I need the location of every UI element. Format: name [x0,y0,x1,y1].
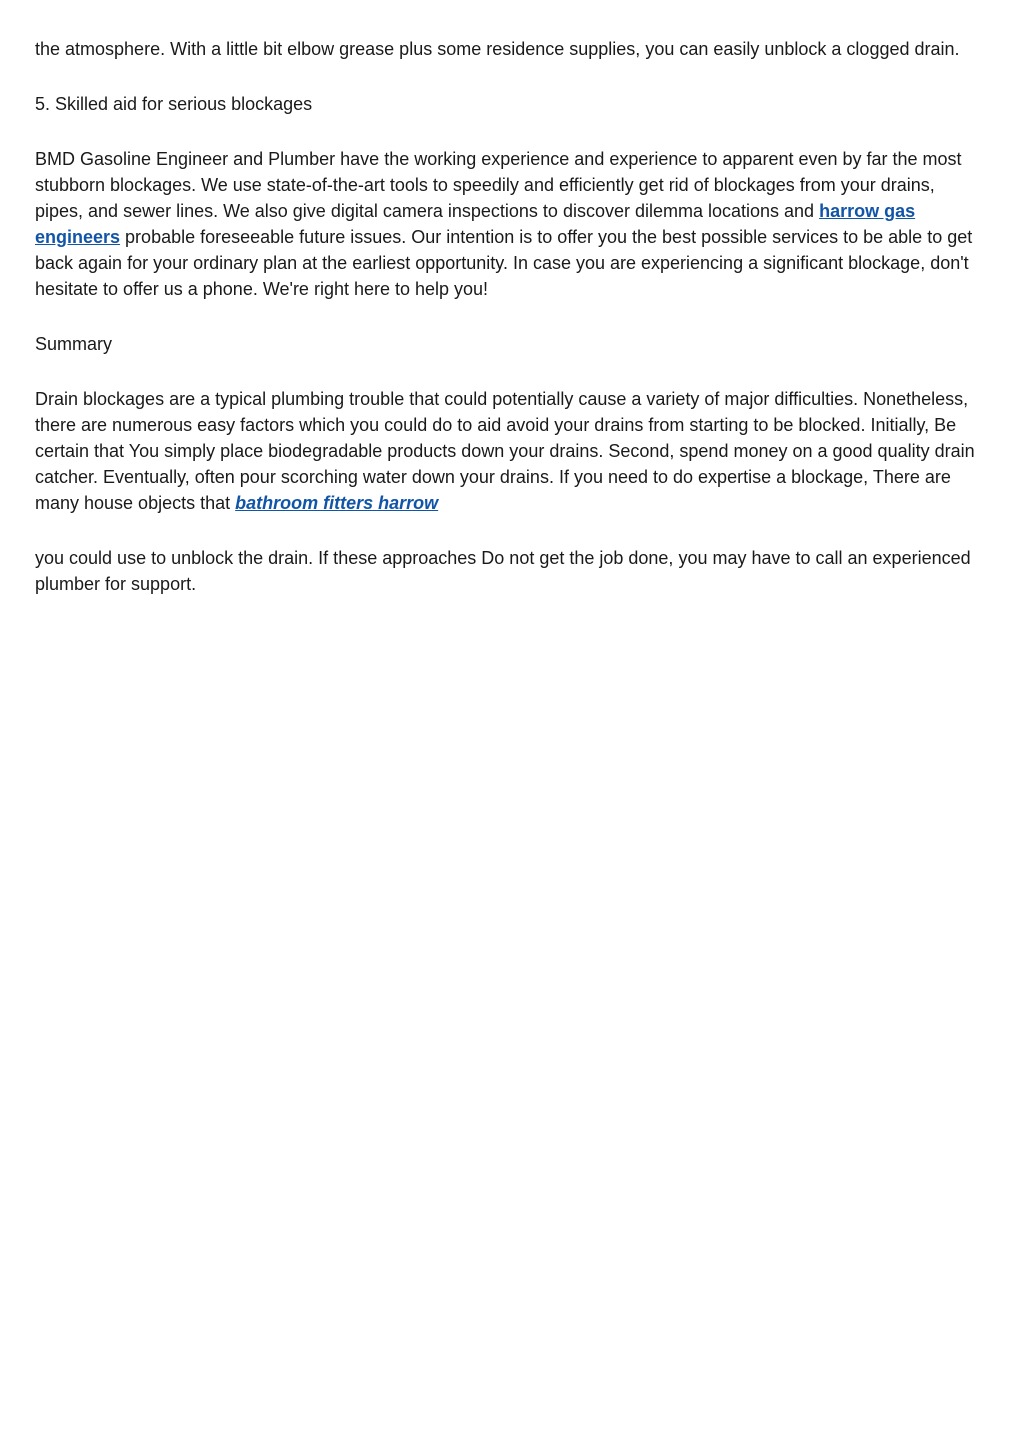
section-heading-skilled-aid: 5. Skilled aid for serious blockages [35,94,313,114]
document-page [35,36,985,626]
bathroom-fitters-harrow-link[interactable]: bathroom fitters harrow [235,493,439,513]
paragraph-unblock: you could use to unblock the drain. If these approaches Do not get the job done, you may have to call an experienced plumber for support. [35,548,971,594]
paragraph-atmosphere: the atmosphere. With a little bit elbow grease plus some residence supplies, you can easily unblock a clogged drain. [35,39,960,59]
paragraph-text: BMD Gasoline Engineer and Plumber have the working experience and experience to apparent even by far the most stubborn blockages. We use state-of-the-art tools to speedily and efficiently get rid of blockages from your drains, pipes, and sewer lines. We also give digital camera inspections to discover dilemma locations and [35,149,962,221]
harrow-gas-engineers-link[interactable]: harrow gas engineers [35,201,916,247]
paragraph-text: Drain blockages are a typical plumbing trouble that could potentially cause a variety of major difficulties. Nonetheless, there are numerous easy factors which you could do to aid avoid your drains from starting to be blocked. Initially, Be certain that You simply place biodegradable products down your drains. Second, spend money on a good quality drain catcher. Eventually, often pour scorching water down your drains. If you need to do expertise a blockage, There are many house objects that [35,389,975,513]
paragraph-summary [35,386,985,516]
paragraph-text: probable foreseeable future issues. Our intention is to offer you the best possible services to be able to get back again for your ordinary plan at the earliest opportunity. In case you are experiencing a significant blockage, don't hesitate to offer us a phone. We're right here to help you! [35,227,973,299]
paragraph-bmd-services [35,146,985,302]
section-heading-summary: Summary [35,334,113,354]
